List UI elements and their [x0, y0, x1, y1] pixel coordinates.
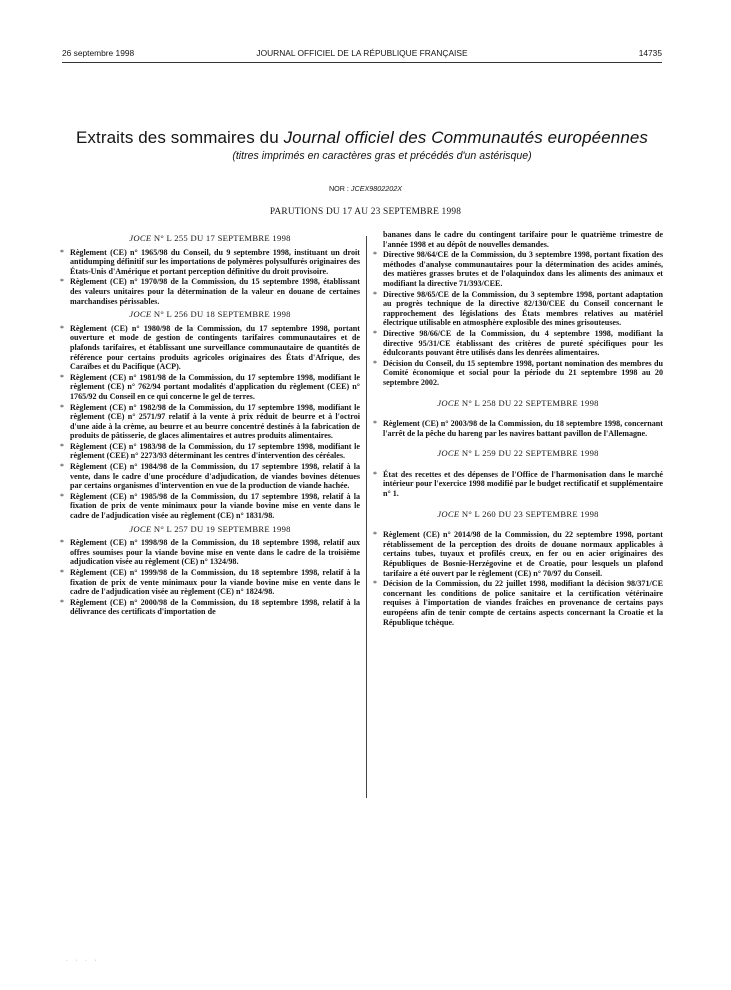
entry-text: Directive 98/66/CE de la Commission, du 4 septembre 1998, modifiant la directive 95/31/CE établissant des critères de pureté spécifiques pour les édulcorants pouvant être utilisés dans les denrées alimentaires.: [383, 328, 663, 358]
entry-text: Règlement (CE) n° 1984/98 de la Commission, du 17 septembre 1998, relatif à la vente, dans le cadre d'une procédure d'adjudication, de viandes bovines détenues par certains organismes d'intervention en vue de la production de viande hachée.: [70, 462, 360, 491]
asterisk-bullet: *: [60, 247, 64, 257]
asterisk-bullet: *: [373, 289, 377, 299]
summary-entry: [373, 290, 663, 328]
summary-entry: [60, 442, 360, 461]
summary-entry: [60, 403, 360, 441]
asterisk-bullet: *: [373, 250, 377, 260]
entry-text: Directive 98/65/CE de la Commission, du 3 septembre 1998, portant adaptation au progrès technique de la directive 82/130/CEE du Conseil concernant le rapprochement des législations des États membres relatives au matériel électrique utilisable en atmosphère explosible des mines grisouteuses.: [383, 289, 663, 328]
right-column: [373, 230, 663, 628]
header-page-number: 14735: [638, 48, 662, 58]
entry-text: Règlement (CE) n° 1999/98 de la Commission, du 18 septembre 1998, relatif à la fixation de prix de vente minimaux pour la viande bovine mise en vente dans le cadre de l'adjudication visée au règlement (CE) n° 1824/98.: [70, 568, 360, 597]
asterisk-bullet: *: [60, 372, 64, 382]
entry-text: Décision du Conseil, du 15 septembre 1998, portant nomination des membres du Comité économique et social pour la période du 21 septembre 1998 au 20 septembre 2002.: [383, 358, 663, 387]
summary-entry: [373, 359, 663, 388]
entry-text: Règlement (CE) n° 2003/98 de la Commission, du 18 septembre 1998, concernant l'arrêt de la pêche du hareng par les navires battant pavillon de l'Allemagne.: [383, 419, 663, 438]
summary-entry: [373, 530, 663, 578]
asterisk-bullet: *: [60, 462, 64, 472]
entry-text: bananes dans le cadre du contingent tarifaire pour le quatrième trimestre de l'année 1998 et au dépôt de nouvelles demandes.: [383, 230, 663, 249]
summary-entry: [373, 250, 663, 288]
summary-entry: [60, 598, 360, 617]
asterisk-bullet: *: [373, 358, 377, 368]
header-date: 26 septembre 1998: [62, 48, 135, 58]
section-heading-issue: N° L 257 DU 19 SEPTEMBRE 1998: [153, 523, 291, 534]
asterisk-bullet: *: [373, 530, 377, 540]
section-heading-journal: JOCE: [437, 448, 460, 459]
asterisk-bullet: *: [60, 277, 64, 287]
section-heading-journal: JOCE: [129, 233, 152, 243]
page-title: [62, 128, 662, 148]
asterisk-bullet: *: [60, 323, 64, 333]
section-heading-journal: JOCE: [129, 309, 152, 320]
column-divider: [366, 236, 367, 798]
section-heading-journal: JOCE: [437, 508, 460, 519]
asterisk-bullet: *: [60, 491, 64, 501]
entry-text: État des recettes et des dépenses de l'Office de l'harmonisation dans le marché intérieur pour l'exercice 1998 modifié par le budget rectificatif et supplémentaire n° 1.: [383, 469, 663, 499]
section-heading-issue: N° L 256 DU 18 SEPTEMBRE 1998: [153, 309, 291, 320]
left-column: [60, 230, 360, 618]
summary-entry: [373, 579, 663, 627]
entry-text: Règlement (CE) n° 2014/98 de la Commission, du 22 septembre 1998, portant rétablissement de la perception des droits de douane normaux applicables à certains tubes, tuyaux et profilés creux, en fer ou en acier originaires des Républiques de Bosnie-Herzégovine et de Croatie, pour lesquels un plafond tarifaire a été ouvert par le règlement (CE) n° 70/97 du Conseil.: [383, 530, 663, 578]
entry-text: Règlement (CE) n° 1985/98 de la Commission, du 17 septembre 1998, relatif à la fixation de prix de vente minimaux pour la viande bovine mise en vente dans le cadre de l'adjudication visée au règlement (CE) n° 1831/98.: [70, 491, 360, 521]
scan-artifacts: · · · ·: [66, 958, 100, 964]
summary-entry: [373, 470, 663, 499]
entry-text: Règlement (CE) n° 1982/98 de la Commission, du 17 septembre 1998, modifiant le règlement (CE) n° 2571/97 relatif à la vente à prix réduit de beurre et à l'octroi d'une aide à la crème, au beurre et au beurre concentré destinés à la fabrication de produits de pâtisserie, de glaces alimentaires et autres produits alimentaires.: [70, 402, 360, 441]
nor-label: NOR :: [328, 184, 349, 193]
section-heading-issue: N° L 258 DU 22 SEPTEMBRE 1998: [461, 397, 599, 408]
summary-entry: [373, 230, 663, 249]
nor-reference: [0, 184, 731, 193]
section-heading-issue: N° L 255 DU 17 SEPTEMBRE 1998: [153, 233, 291, 243]
entry-text: Règlement (CE) n° 1983/98 de la Commission, du 17 septembre 1998, modifiant le règlement (CEE) n° 2273/93 déterminant les centres d'intervention des céréales.: [70, 441, 360, 461]
summary-entry: [373, 329, 663, 358]
entry-text: Règlement (CE) n° 1965/98 du Conseil, du 9 septembre 1998, instituant un droit antidumping définitif sur les importations de polymères polysulfurés originaires des États-Unis d'Amérique et portant perception définitive du droit provisoire.: [70, 247, 360, 276]
summary-entry: [60, 492, 360, 521]
asterisk-bullet: *: [60, 441, 64, 451]
title-journal-name: Journal officiel des Communautés européennes: [283, 128, 649, 147]
entry-text: Règlement (CE) n° 1980/98 de la Commission, du 17 septembre 1998, portant ouverture et mode de gestion de contingents tarifaires communautaires et de plafonds tarifaires, et établissant une surveillance communautaire de quantités de référence pour certains produits agricoles originaires des États d'Afrique, des Caraïbes et du Pacifique (ACP).: [70, 323, 360, 372]
section-heading-issue: N° L 260 DU 23 SEPTEMBRE 1998: [461, 508, 599, 519]
entry-text: Règlement (CE) n° 1981/98 de la Commission, du 17 septembre 1998, modifiant le règlement (CE) n° 762/94 portant modalités d'application du règlement (CEE) n° 1765/92 du Conseil en ce qui concerne le gel de terres.: [70, 372, 360, 401]
section-heading-journal: JOCE: [129, 523, 152, 534]
summary-entry: [60, 373, 360, 402]
summary-entry: [60, 538, 360, 567]
asterisk-bullet: *: [373, 469, 377, 479]
summary-entry: [60, 277, 360, 306]
section-heading: [373, 510, 663, 520]
title-block: [62, 128, 662, 163]
entry-text: Décision de la Commission, du 22 juillet 1998, modifiant la décision 98/371/CE concernant les conditions de police sanitaire et la certification vétérinaire requises à l'importation de viandes fraîches en provenance de certains pays européens afin de tenir compte de certains aspects concernant la Croatie et la République tchèque.: [383, 579, 663, 627]
header-journal-title: JOURNAL OFFICIEL DE LA RÉPUBLIQUE FRANÇAISE: [256, 48, 468, 58]
summary-entry: [60, 568, 360, 597]
asterisk-bullet: *: [373, 419, 377, 429]
section-heading: [373, 449, 663, 459]
entry-text: Règlement (CE) n° 1998/98 de la Commission, du 18 septembre 1998, relatif aux offres soumises pour la viande bovine mise en vente dans le cadre de la troisième adjudication visée au règlement (CE) n° 1324/98.: [70, 538, 360, 567]
section-heading-journal: JOCE: [437, 397, 460, 408]
summary-entry: [373, 419, 663, 438]
page-subtitle: (titres imprimés en caractères gras et précédés d'un astérisque): [232, 150, 532, 162]
section-heading: [60, 525, 360, 535]
header-rule: [62, 62, 662, 63]
entry-text: Règlement (CE) n° 1970/98 de la Commission, du 15 septembre 1998, établissant des valeurs unitaires pour la détermination de la valeur en douane de certaines marchandises périssables.: [70, 277, 360, 306]
asterisk-bullet: *: [60, 597, 64, 607]
title-prefix: Extraits des sommaires du: [75, 128, 284, 147]
summary-entry: [60, 324, 360, 372]
asterisk-bullet: *: [60, 538, 64, 548]
summary-entry: [60, 462, 360, 491]
section-heading: [60, 234, 360, 244]
summary-entry: [60, 248, 360, 277]
section-heading: [373, 399, 663, 409]
asterisk-bullet: *: [373, 328, 377, 338]
entry-text: Règlement (CE) n° 2000/98 de la Commission, du 18 septembre 1998, relatif à la délivrance des certificats d'importation de: [70, 597, 360, 617]
asterisk-bullet: *: [373, 579, 377, 589]
asterisk-bullet: *: [60, 568, 64, 577]
asterisk-bullet: *: [60, 402, 64, 412]
parutions-heading: PARUTIONS DU 17 AU 23 SEPTEMBRE 1998: [269, 207, 462, 217]
section-heading: [60, 310, 360, 320]
entry-text: Directive 98/64/CE de la Commission, du 3 septembre 1998, portant fixation des méthodes d'analyse communautaires pour la détermination des acides aminés, des matières grasses brutes et de l'olaquindox dans les aliments des animaux et modifiant la directive 71/393/CEE.: [383, 250, 663, 288]
nor-code: JCEX9802202X: [350, 184, 403, 193]
section-heading-issue: N° L 259 DU 22 SEPTEMBRE 1998: [461, 448, 599, 459]
